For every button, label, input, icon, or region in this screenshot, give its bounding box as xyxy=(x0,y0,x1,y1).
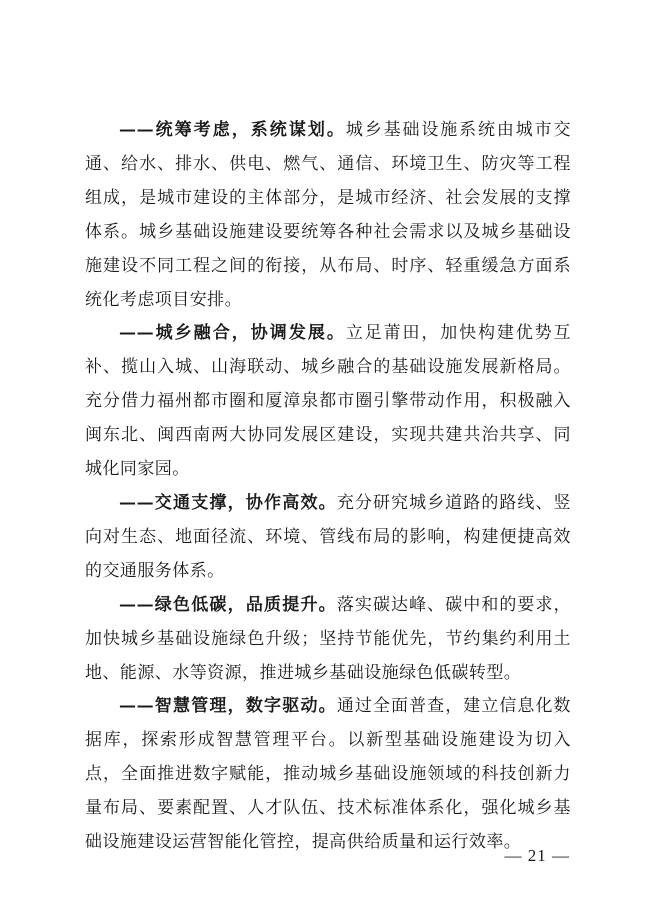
paragraph-green-low-carbon xyxy=(85,589,571,691)
paragraph-lead: ——统筹考虑，系统谋划。 xyxy=(119,120,346,140)
paragraph-text: 通过全面普查，建立信息化数据库，探索形成智慧管理平台。以新型基础设施建设为切入点，全面推进数字赋能，推动城乡基础设施领域的科技创新力量布局、要素配置、人才队伍、技术标准体系化，强化城乡基础设施建设运营智能化管控，提高供给质量和运行效率。 xyxy=(85,696,571,853)
paragraph-urban-rural-integration xyxy=(85,317,571,487)
paragraph-smart-management xyxy=(85,690,571,860)
paragraph-lead: ——城乡融合，协调发展。 xyxy=(119,323,346,344)
paragraph-lead: ——绿色低碳，品质提升。 xyxy=(119,594,337,615)
paragraph-lead: ——智慧管理，数字驱动。 xyxy=(119,696,337,717)
document-body xyxy=(85,114,571,860)
paragraph-text: 充分研究城乡道路的路线、竖向对生态、地面径流、环境、管线布局的影响，构建便捷高效的交通服务体系。 xyxy=(85,492,571,581)
paragraph-text: 立足莆田，加快构建优势互补、揽山入城、山海联动、城乡融合的基础设施发展新格局。充分借力福州都市圈和厦漳泉都市圈引擎带动作用，积极融入闽东北、闽西南两大协同发展区建设，实现共建共治共享、同城化同家园。 xyxy=(85,323,572,480)
paragraph-coordinated-planning xyxy=(85,114,571,317)
page-number: — 21 — xyxy=(504,846,570,865)
paragraph-text: 城乡基础设施系统由城市交通、给水、排水、供电、燃气、通信、环境卫生、防灾等工程组成，是城市建设的主体部分，是城市经济、社会发展的支撑体系。城乡基础设施建设要统筹各种社会需求以及城乡基础设施建设不同工程之间的衔接，从布局、时序、轻重缓急方面系统化考虑项目安排。 xyxy=(85,120,572,310)
paragraph-lead: ——交通支撑，协作高效。 xyxy=(119,492,337,513)
paragraph-text: 落实碳达峰、碳中和的要求，加快城乡基础设施绿色升级；坚持节能优先，节约集约利用土地、能源、水等资源，推进城乡基础设施绿色低碳转型。 xyxy=(85,594,571,683)
paragraph-transport-support xyxy=(85,487,571,589)
